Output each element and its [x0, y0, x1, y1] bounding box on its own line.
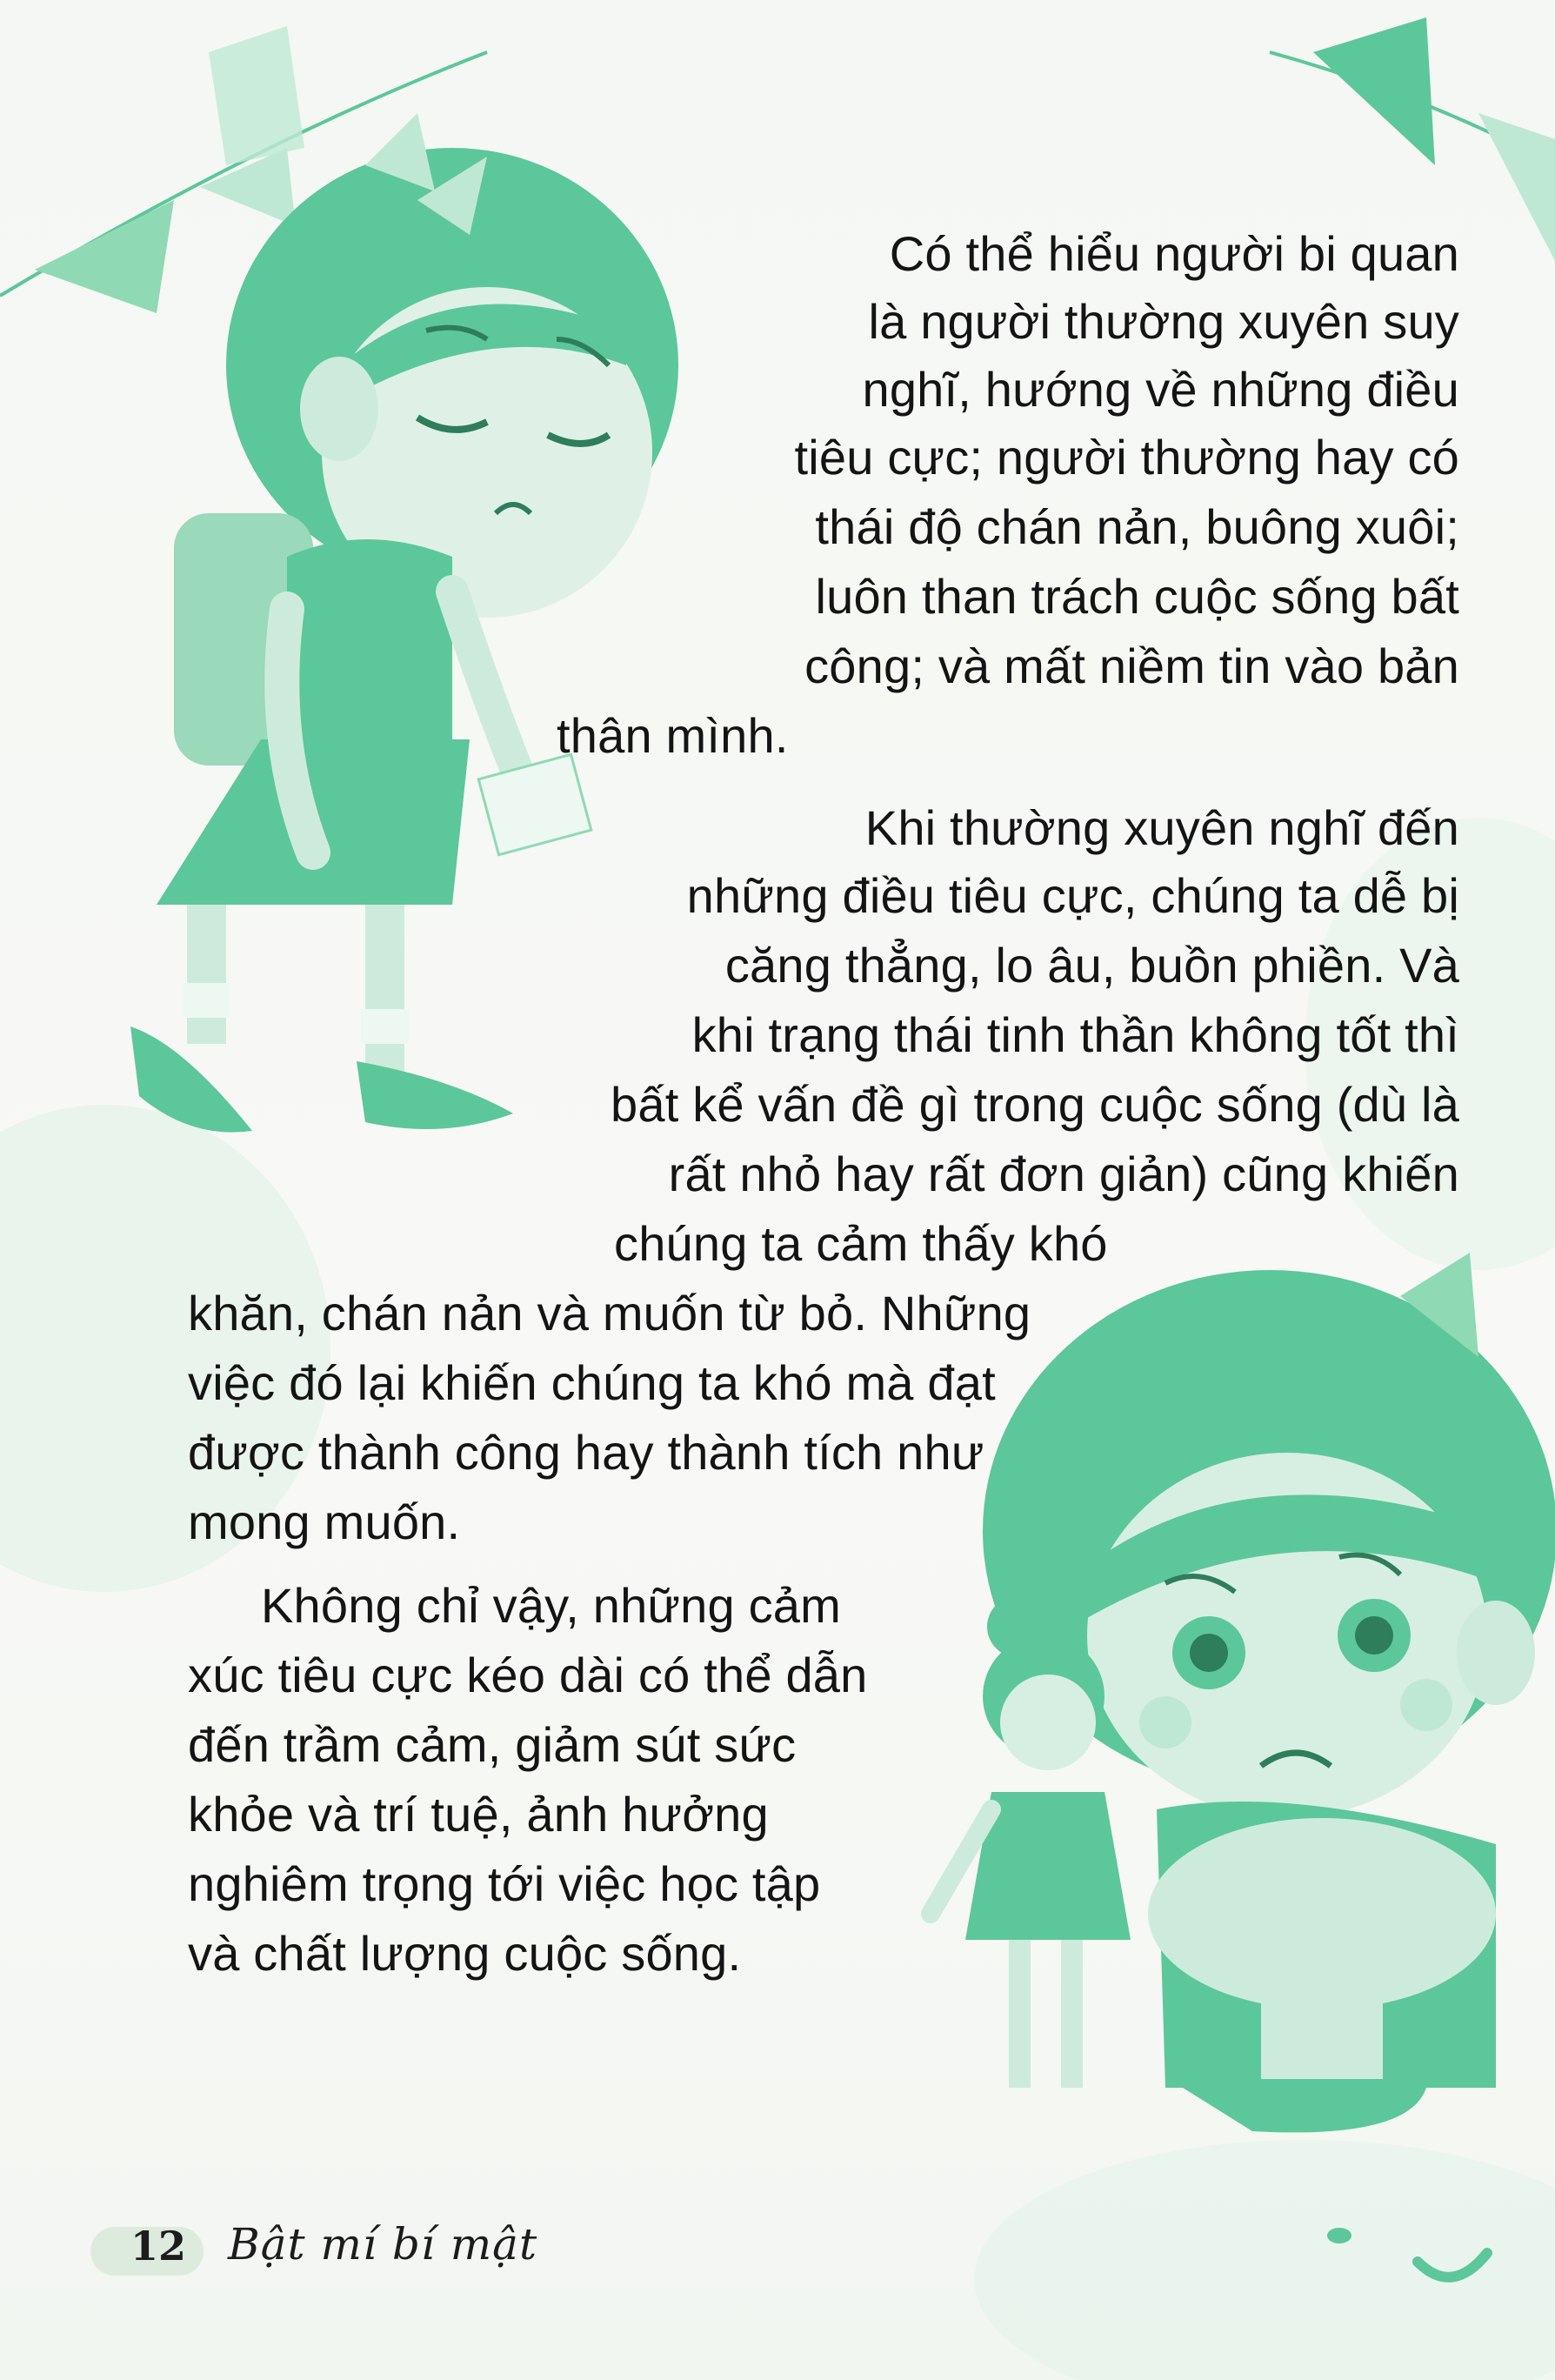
text-line: luôn than trách cuộc sống bất: [815, 569, 1459, 624]
text-line: xúc tiêu cực kéo dài có thể dẫn: [188, 1648, 868, 1702]
text-line: được thành công hay thành tích như: [188, 1425, 984, 1480]
sad-girl-with-backpack-illustration: [130, 113, 678, 1133]
page-number: 12: [130, 2223, 187, 2270]
text-line: chúng ta cảm thấy khó: [614, 1216, 1108, 1271]
text-line: khỏe và trí tuệ, ảnh hưởng: [188, 1787, 769, 1842]
text-line: và chất lượng cuộc sống.: [188, 1926, 742, 1981]
text-line: khăn, chán nản và muốn từ bỏ. Những: [188, 1286, 1031, 1340]
book-title: Bật mí bí mật: [228, 2219, 538, 2270]
text-line: việc đó lại khiến chúng ta khó mà đạt: [188, 1355, 996, 1410]
text-line: rất nhỏ hay rất đơn giản) cũng khiến: [668, 1147, 1459, 1201]
text-line: bất kể vấn đề gì trong cuộc sống (dù là: [611, 1077, 1459, 1132]
text-line: Khi thường xuyên nghĩ đến: [864, 800, 1459, 855]
text-line: Có thể hiểu người bi quan: [889, 226, 1459, 281]
text-line: công; và mất niềm tin vào bản: [804, 638, 1459, 693]
text-line: đến trầm cảm, giảm sút sức: [188, 1717, 797, 1772]
sad-girl-hugging-knees-with-doll-illustration: [931, 1253, 1555, 2277]
text-line: khi trạng thái tinh thần không tốt thì: [691, 1007, 1459, 1062]
text-line: căng thẳng, lo âu, buồn phiền. Và: [724, 938, 1459, 993]
text-line: thái độ chán nản, buông xuôi;: [815, 499, 1459, 554]
text-line: những điều tiêu cực, chúng ta dễ bị: [686, 868, 1459, 923]
text-line: là người thường xuyên suy: [868, 294, 1459, 349]
text-line: nghiêm trọng tới việc học tập: [188, 1856, 821, 1911]
text-line: nghĩ, hướng về những điều: [862, 362, 1459, 417]
text-line: tiêu cực; người thường hay có: [794, 430, 1459, 485]
text-line: thân mình.: [557, 708, 789, 763]
text-line: mong muốn.: [188, 1494, 461, 1549]
text-line: Không chỉ vậy, những cảm: [261, 1578, 841, 1633]
